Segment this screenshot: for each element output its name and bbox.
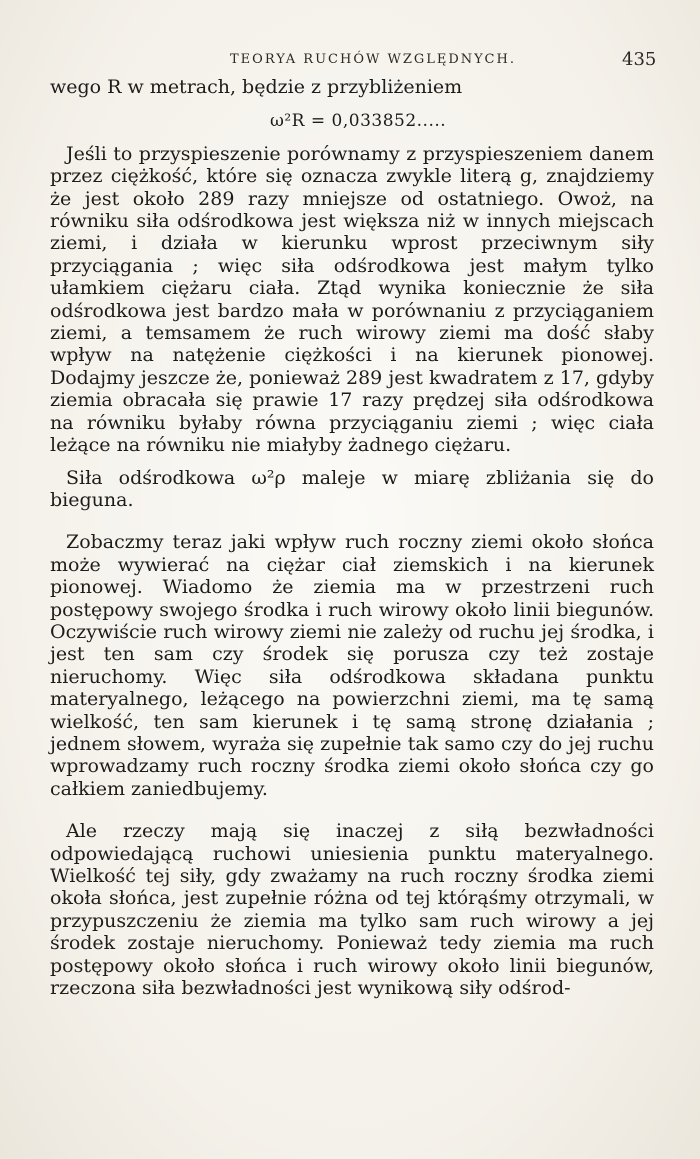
body-text — [50, 76, 654, 999]
page-number: 435 — [622, 49, 657, 70]
paragraph-3: Zobaczmy teraz jaki wpływ ruch roczny ziemi około słońca może wywierać na ciężar ciał ziemskich i na kierunek pionowej. Wiadomo że ziemia ma w przestrzeni ruch postępowy swojego środka i ruch wirowy około linii biegunów. Oczywiście ruch wirowy ziemi nie zależy od ruchu jej środka, i jest ten sam czy środek się porusza czy też zostaje nieruchomy. Więc siła odśrodkowa składana punktu materyalnego, leżącego na powierzchni ziemi, ma tę samą wielkość, ten sam kierunek i tę samą stronę działania ; jednem słowem, wyraża się zupełnie tak samo czy do jej ruchu wprowadzamy ruch roczny środka ziemi około słońca czy go całkiem zaniedbujemy. — [50, 531, 654, 800]
formula: ω²R = 0,033852..... — [270, 111, 447, 132]
intro-line: wego R w metrach, będzie z przybliżeniem — [50, 76, 463, 98]
paragraph-2: Siła odśrodkowa ω²ρ maleje w miarę zbliżania się do bieguna. — [50, 466, 654, 511]
paragraph-1: Jeśli to przyspieszenie porównamy z przyspieszeniem danem przez ciężkość, które się oznacza zwykle literą g, znajdziemy że jest około 289 razy mniejsze od ostatniego. Owoż, na równiku siła odśrodkowa jest większa niż w innych miejscach ziemi, i działa w kierunku wprost przeciwnym siły przyciągania ; więc siła odśrodkowa jest małym tylko ułamkiem ciężaru ciała. Ztąd wynika koniecznie że siła odśrodkowa jest bardzo mała w porównaniu z przyciąganiem ziemi, a temsamem że ruch wirowy ziemi ma dość słaby wpływ na natężenie ciężkości i na kierunek pionowej. Dodajmy jeszcze że, ponieważ 289 jest kwadratem z 17, gdyby ziemia obracała się prawie 17 razy prędzej siła odśrodkowa na równiku byłaby równa przyciąganiu ziemi ; więc ciała leżące na równiku nie miałyby żadnego ciężaru. — [50, 142, 654, 457]
paragraph-4: Ale rzeczy mają się inaczej z siłą bezwładności odpowiedającą ruchowi uniesienia punktu materyalnego. Wielkość tej siły, gdy zważamy na ruch roczny środka ziemi okoła słońca, jest zupełnie różna od tej którąśmy otrzymali, w przypuszczeniu że ziemia ma tylko sam ruch wirowy a jej środek zostaje nieruchomy. Ponieważ tedy ziemia ma ruch postępowy około słońca i ruch wirowy około linii biegunów, rzeczona siła bezwładności jest wynikową siły odśrod- — [50, 820, 654, 1000]
running-header: TEORYA RUCHÓW WZGLĘDNYCH. — [230, 52, 516, 67]
